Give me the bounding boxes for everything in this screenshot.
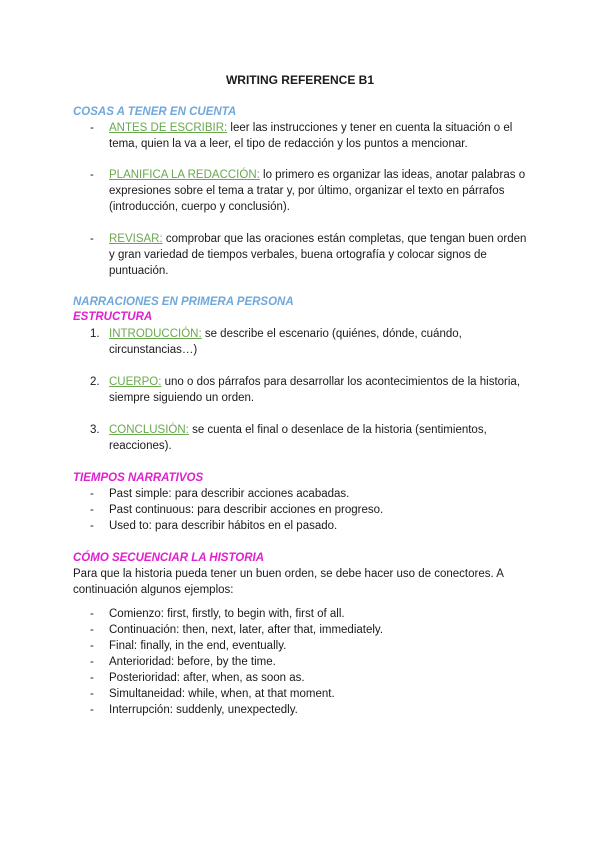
list-marker: - xyxy=(90,169,94,181)
list-item xyxy=(73,422,533,454)
item-label: PLANIFICA LA REDACCIÓN: xyxy=(109,169,260,181)
list-marker: - xyxy=(90,504,94,516)
item-text: Interrupción: suddenly, unexpectedly. xyxy=(109,704,298,716)
item-text: Simultaneidad: while, when, at that moment. xyxy=(109,688,335,700)
list-item xyxy=(73,702,533,718)
item-text: Continuación: then, next, later, after that, immediately. xyxy=(109,624,384,636)
list-item xyxy=(73,518,533,534)
list-item xyxy=(73,326,533,358)
item-text: se cuenta el final o desenlace de la historia (sentimientos, reacciones). xyxy=(109,424,487,452)
list-item xyxy=(73,622,533,638)
section-subheading-estructura: ESTRUCTURA xyxy=(73,311,153,323)
list-marker: 1. xyxy=(90,328,100,340)
intro-paragraph: Para que la historia pueda tener un buen orden, se debe hacer uso de conectores. A continuación algunos ejemplos: xyxy=(73,568,504,596)
list-item xyxy=(73,654,533,670)
item-label: CUERPO: xyxy=(109,376,162,388)
list-marker: - xyxy=(90,488,94,500)
section-heading-narraciones: NARRACIONES EN PRIMERA PERSONA xyxy=(73,296,294,308)
list-item xyxy=(73,167,533,215)
item-label: REVISAR: xyxy=(109,233,163,245)
list-item xyxy=(73,120,533,152)
section-heading-secuenciar: CÓMO SECUENCIAR LA HISTORIA xyxy=(73,552,265,564)
item-text: Posterioridad: after, when, as soon as. xyxy=(109,672,305,684)
list-item xyxy=(73,686,533,702)
list-marker: 3. xyxy=(90,424,100,436)
item-text: Past continuous: para describir acciones en progreso. xyxy=(109,504,384,516)
item-label: ANTES DE ESCRIBIR: xyxy=(109,122,228,134)
list-item xyxy=(73,231,533,279)
list-marker: - xyxy=(90,656,94,668)
list-marker: - xyxy=(90,520,94,532)
list-item xyxy=(73,670,533,686)
item-text: lo primero es organizar las ideas, anotar palabras o expresiones sobre el tema a tratar y, por último, organizar el texto en párrafos (introducción, cuerpo y conclusión). xyxy=(109,169,526,213)
item-text: comprobar que las oraciones están completas, que tengan buen orden y gran variedad de tiempos verbales, buena ortografía y colocar signos de puntuación. xyxy=(109,233,527,277)
item-text: Comienzo: first, firstly, to begin with, first of all. xyxy=(109,608,345,620)
list-item xyxy=(73,638,533,654)
item-text: leer las instrucciones y tener en cuenta la situación o el tema, quien la va a leer, el tipo de redacción y los puntos a mencionar. xyxy=(109,122,513,150)
list-marker: - xyxy=(90,688,94,700)
item-text: Used to: para describir hábitos en el pasado. xyxy=(109,520,338,532)
item-label: CONCLUSIÓN: xyxy=(109,424,189,436)
list-item xyxy=(73,374,533,406)
list-marker: - xyxy=(90,640,94,652)
list-marker: - xyxy=(90,672,94,684)
list-marker: 2. xyxy=(90,376,100,388)
section-heading-tiempos: TIEMPOS NARRATIVOS xyxy=(73,472,204,484)
item-label: INTRODUCCIÓN: xyxy=(109,328,202,340)
list-marker: - xyxy=(90,704,94,716)
list-item xyxy=(73,502,533,518)
item-text: se describe el escenario (quiénes, dónde, cuándo, circunstancias…) xyxy=(109,328,462,356)
list-marker: - xyxy=(90,233,94,245)
document-title: WRITING REFERENCE B1 xyxy=(225,73,374,87)
item-text: Anterioridad: before, by the time. xyxy=(109,656,276,668)
item-text: Past simple: para describir acciones acabadas. xyxy=(109,488,350,500)
list-marker: - xyxy=(90,624,94,636)
list-item xyxy=(73,486,533,502)
item-text: uno o dos párrafos para desarrollar los acontecimientos de la historia, siempre siguiendo un orden. xyxy=(109,376,521,404)
list-marker: - xyxy=(90,608,94,620)
list-marker: - xyxy=(90,122,94,134)
list-item xyxy=(73,606,533,622)
section-heading-cosas: COSAS A TENER EN CUENTA xyxy=(73,106,237,118)
item-text: Final: finally, in the end, eventually. xyxy=(109,640,287,652)
